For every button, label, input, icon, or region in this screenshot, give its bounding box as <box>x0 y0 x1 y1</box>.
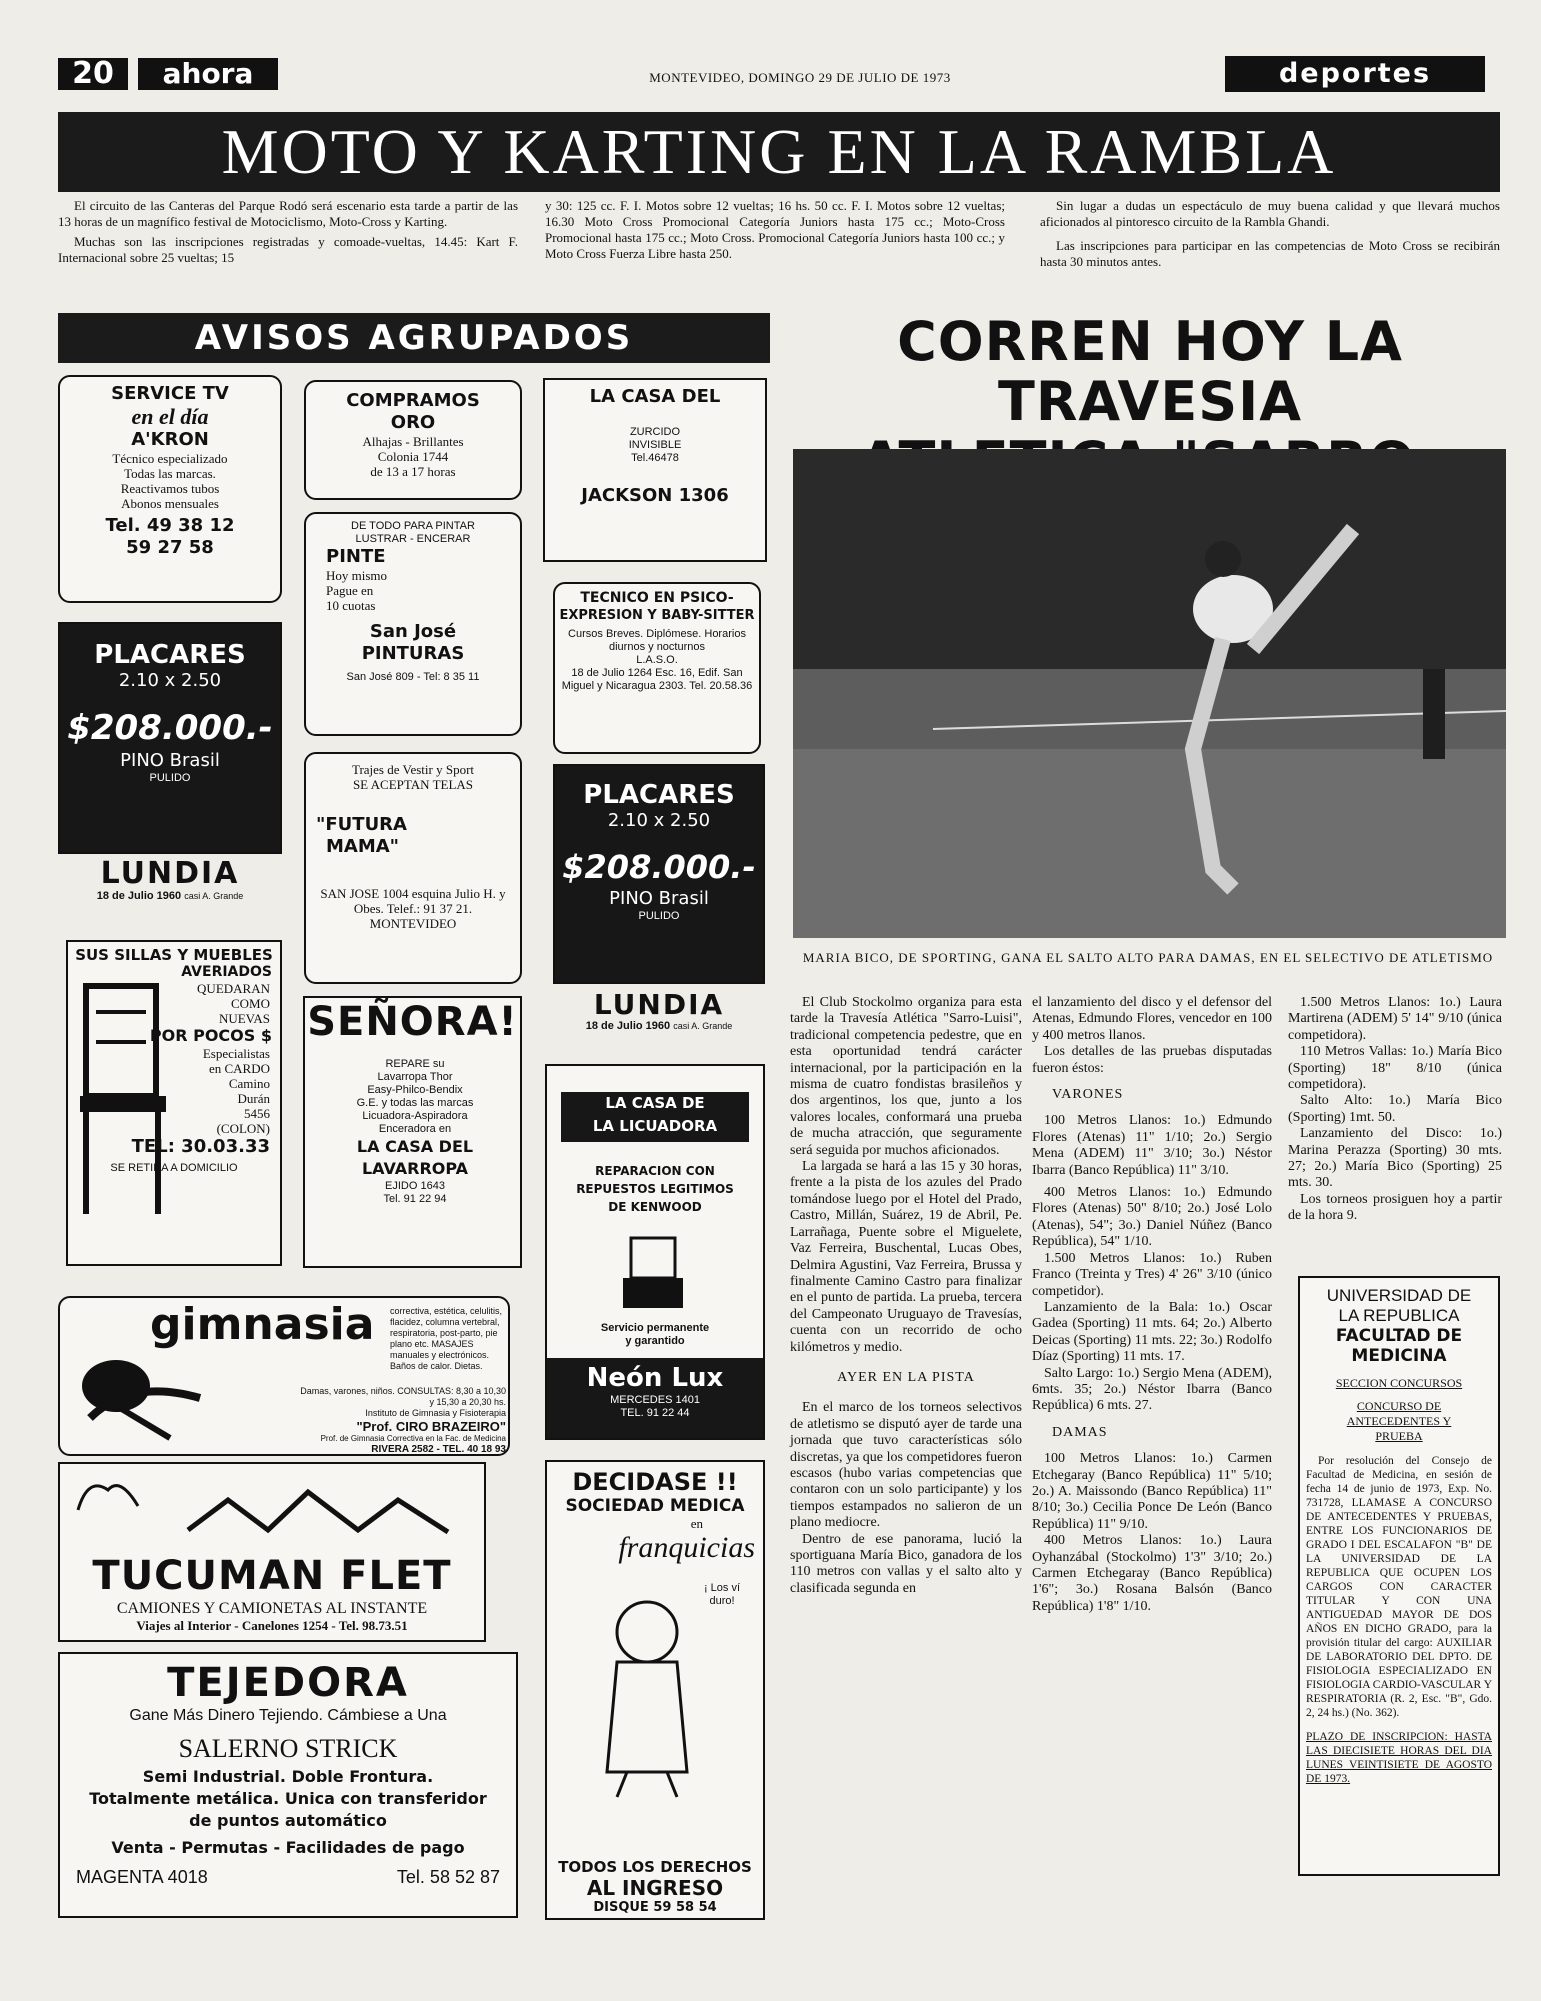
paper-name: ahora <box>138 58 278 90</box>
sports-paragraph: El Club Stockolmo organiza para esta tarde la Travesía Atlética "Sarro-Luisi", tradicional competencia pedestre, que en esta oportunidad tendrá carácter internacional, por la participación en la misma de cuatro fondistas brasileños y dos argentinos, los que, junto a los valores locales, conformará una prueba de mucha atracción, que seguramente será seguida por muchos aficionados. <box>790 995 1022 1158</box>
ad-compramos-oro <box>304 380 522 500</box>
ad-line: Técnico especializado <box>112 451 228 466</box>
sports-col-1 <box>790 995 1022 1597</box>
ad-line: PINO Brasil <box>609 888 709 909</box>
section-label: deportes <box>1225 56 1485 92</box>
ad-line: SE ACEPTAN TELAS <box>352 777 474 792</box>
high-jump-photo-icon <box>793 449 1506 938</box>
sports-paragraph: 400 Metros Llanos: 1o.) Laura Oyhanzábal (Stockolmo) 1'3" 3/10; 2o.) Carmen Etchegaray (Banco República) 1'6"; 3o.) Rosana Balsón (Banco República) 1'8" 1/10. <box>1032 1533 1272 1614</box>
university-notice <box>1298 1276 1500 1876</box>
sports-paragraph: el lanzamiento del disco y el defensor del Atenas, Edmundo Flores, vencedor en 100 y 400 metros llanos. <box>1032 995 1272 1043</box>
ad-line: JACKSON 1306 <box>581 485 729 506</box>
ad-line: Viajes al Interior - Canelones 1254 - Tel. 98.73.51 <box>136 1618 408 1633</box>
dateline: MONTEVIDEO, DOMINGO 29 DE JULIO DE 1973 <box>649 70 951 85</box>
ad-brand: LUNDIA <box>100 856 240 891</box>
ad-line: San José <box>369 621 457 642</box>
notice-line: CONCURSO DE ANTECEDENTES Y PRUEBA <box>1346 1399 1452 1443</box>
ad-line: PINTE <box>326 546 386 567</box>
ad-line: G.E. y todas las marcas <box>356 1097 474 1109</box>
notice-line: SECCION CONCURSOS <box>1335 1376 1463 1390</box>
ad-decidase <box>545 1460 765 1920</box>
ad-line: TUCUMAN FLET <box>92 1553 452 1599</box>
ad-address: 18 de Julio 1960 <box>585 1020 671 1032</box>
ad-line: Cursos Breves. Diplómese. Horarios diurnos y nocturnos <box>568 628 746 653</box>
lead-col-2 <box>545 198 1005 262</box>
ad-line: franquicias <box>618 1531 755 1564</box>
ad-line: LA CASA DEL <box>356 1137 474 1156</box>
sports-paragraph: La largada se hará a las 15 y 30 horas, frente a la pista de los azules del Prado tomándose luego por el Hotel del Prado, Castro, Millán, Suárez, 19 de Abril, Pe. Larrañaga, Puente sobre el Miguelete, Vaz Ferreira, Buschental, Lucas Obes, Delmira Agustini, Vaz Ferreira, Brussa y finalmente Camino Castro para finalizar en el punto de partida. La prueba, tercera del Campeonato Uruguayo de Travesías, cuenta con un recorrido de ocho kilómetros y medio. <box>790 1159 1022 1355</box>
ad-address: MAGENTA 4018 <box>76 1867 208 1887</box>
sports-col-3 <box>1288 995 1502 1225</box>
ad-line: Venta - Permutas - Facilidades de pago <box>111 1838 465 1857</box>
ad-address-2: casi A. Grande <box>673 1021 733 1031</box>
ad-casa-zurcido <box>543 378 767 562</box>
ad-line: SOCIEDAD MEDICA <box>565 1496 745 1516</box>
ad-futura-mama <box>304 752 522 984</box>
ad-line: Easy-Philco-Bendix <box>367 1084 463 1096</box>
ad-line: Neón Lux <box>586 1363 724 1393</box>
ad-placares-1 <box>58 622 282 854</box>
lead-paragraph: y 30: 125 cc. F. I. Motos sobre 12 vueltas; 16 hs. 50 cc. F. I. Motos sobre 12 vueltas; 16.30 Moto Cross Promocional Categoría Juniors hasta 175 cc.; Moto-Cross Promocional hasta 175 cc.; Moto Cross. Promocional Categoría Juniors hasta 100 cc.; y Moto Cross Fuerza Libre hasta 250. <box>545 198 1005 261</box>
sports-paragraph: Lanzamiento de la Bala: 1o.) Oscar Gadea (Sporting) 11 mts. 64; 2o.) Alberto Deicas (Sporting) 11 mts. 22; 3o.) Rodolfo Díaz (Sporting) 11 mts. 17. <box>1032 1299 1272 1365</box>
ad-line: INVISIBLE <box>628 439 682 451</box>
sports-paragraph: Lanzamiento del Disco: 1o.) Marina Perazza (Sporting) 30 mts. 27; 2o.) María Bico (Sporting) 25 mts. 30. <box>1288 1126 1502 1191</box>
ad-line: LAVARROPA <box>361 1159 469 1178</box>
ad-line: REPARACION CON <box>595 1164 715 1178</box>
ad-line: "Prof. CIRO BRAZEIRO" <box>356 1419 506 1434</box>
ad-line: PINO Brasil <box>120 750 220 771</box>
ad-lundia-2 <box>553 990 765 1033</box>
ad-line: Pague en <box>326 583 374 598</box>
ad-line: Enceradora en <box>378 1123 452 1135</box>
ad-line: TEL. 91 22 44 <box>620 1407 690 1419</box>
ad-line: NUEVAS <box>218 1011 270 1026</box>
ad-line: AL INGRESO <box>586 1876 724 1900</box>
ad-line: en CARDO <box>208 1061 270 1076</box>
ad-line: Damas, varones, niños. CONSULTAS: 8,30 a 10,30 <box>300 1386 506 1396</box>
notice-line: UNIVERSIDAD DE <box>1326 1286 1472 1305</box>
ad-line: TODOS LOS DERECHOS <box>558 1858 752 1876</box>
ad-line: Instituto de Gimnasia y Fisioterapia <box>365 1408 506 1418</box>
notice-line: LA REPUBLICA <box>1338 1306 1460 1325</box>
mountains-icon <box>68 1470 478 1550</box>
ad-line: DE KENWOOD <box>608 1200 702 1214</box>
ad-line: SUS SILLAS Y MUEBLES <box>75 946 273 964</box>
ad-line: Gane Más Dinero Tejiendo. Cámbiese a Una <box>129 1707 447 1724</box>
ad-line: 2.10 x 2.50 <box>118 670 222 691</box>
ad-line: Licuadora-Aspiradora <box>362 1110 468 1122</box>
ad-line: (COLON) <box>216 1121 270 1136</box>
ad-line: Prof. de Gimnasia Correctiva en la Fac. de Medicina <box>320 1434 506 1443</box>
ad-line: DE TODO PARA PINTAR <box>351 520 475 532</box>
page-number: 20 <box>58 58 128 90</box>
sports-col-2 <box>1032 995 1272 1615</box>
gymnast-icon <box>70 1338 210 1448</box>
ad-line: PLACARES <box>94 640 246 670</box>
ad-line: LA CASA DE <box>605 1094 705 1112</box>
ad-line: Lavarropa Thor <box>377 1071 453 1083</box>
ad-line: DISQUE 59 58 54 <box>593 1900 717 1915</box>
lead-col-1 <box>58 198 518 266</box>
ad-line: RIVERA 2582 - TEL. 40 18 93 <box>371 1444 506 1455</box>
ad-line: Totalmente metálica. Unica con transferidor <box>89 1789 487 1808</box>
ad-price: $208.000.- <box>562 848 756 886</box>
lead-paragraph: El circuito de las Canteras del Parque Rodó será escenario esta tarde a partir de las 13 horas de un magnífico festival de Motociclismo, Moto-Cross y Karting. <box>58 198 518 229</box>
ad-line: SERVICE TV <box>111 383 229 404</box>
ad-phone: Tel. 49 38 12 <box>105 515 235 536</box>
ad-line: Durán <box>237 1091 270 1106</box>
lead-paragraph: Las inscripciones para participar en las competencias de Moto Cross se recibirán hasta 30 minutos antes. <box>1040 238 1500 269</box>
ad-line: PINTURAS <box>361 643 465 664</box>
ad-line: POR POCOS $ <box>149 1026 272 1045</box>
ad-line: Trajes de Vestir y Sport <box>351 762 475 777</box>
ad-line: A'KRON <box>131 429 209 450</box>
sports-paragraph: 1.500 Metros Llanos: 1o.) Ruben Franco (Treinta y Tres) 4' 26" 3/10 (único competidor). <box>1032 1250 1272 1299</box>
ad-service-tv <box>58 375 282 603</box>
ad-line: de puntos automático <box>189 1811 387 1830</box>
ad-licuadora <box>545 1064 765 1440</box>
ad-price: $208.000.- <box>67 708 273 748</box>
ad-line: L.A.S.O. <box>636 654 678 666</box>
ad-line: y garantido <box>625 1335 685 1347</box>
ad-line: 2.10 x 2.50 <box>607 810 711 831</box>
sports-paragraph: Los detalles de las pruebas disputadas fueron éstos: <box>1032 1044 1272 1076</box>
ad-line: ORO <box>390 412 436 433</box>
lead-headline: MOTO Y KARTING EN LA RAMBLA <box>58 112 1500 192</box>
sports-paragraph: En el marco de los torneos selectivos de atletismo se disputó ayer de tarde una jornada que tuvo características sólo discretas, ya que los competidores fueron escasos (hubo varias competencias que contaron con un solo participante) y los tiempos estampados no salieron de un plano mediocre. <box>790 1400 1022 1531</box>
ad-phone: Tel. 58 52 87 <box>396 1867 500 1887</box>
ad-brand: LUNDIA <box>593 988 725 1021</box>
ad-line: correctiva, estética, celulitis, flacidez, columna vertebral, respiratoria, post-parto, pie plano etc. MASAJES manuales y electrónicos. Baños de calor. Dietas. <box>390 1306 503 1371</box>
photo-caption: MARIA BICO, DE SPORTING, GANA EL SALTO ALTO PARA DAMAS, EN EL SELECTIVO DE ATLETISMO <box>802 950 1494 965</box>
ad-line: DECIDASE !! <box>572 1468 738 1496</box>
ad-line: TEL: 30.03.33 <box>131 1136 270 1157</box>
man-cartoon-icon <box>577 1592 737 1802</box>
ad-line: en el día <box>131 404 209 429</box>
ad-line: MAMA" <box>326 836 400 857</box>
ad-sillas <box>66 940 282 1266</box>
ad-line: LA LICUADORA <box>592 1117 718 1135</box>
ad-placares-2 <box>553 764 765 984</box>
notice-line: MEDICINA <box>1351 1346 1447 1366</box>
ad-line: SEÑORA! <box>307 999 518 1045</box>
ad-line: REPARE su <box>385 1058 445 1070</box>
ad-line: LA CASA DEL <box>589 386 721 407</box>
ad-gimnasia <box>58 1296 510 1456</box>
ad-line: AVERIADOS <box>181 964 272 980</box>
ad-line: Hoy mismo <box>326 568 388 583</box>
sports-paragraph: 100 Metros Llanos: 1o.) Edmundo Flores (Atenas) 11" 1/10; 2o.) Sergio Mena (ADEM) 11" 3/10; 3o.) Néstor Ibarra (Banco República) 11" 3/10. <box>1032 1113 1272 1178</box>
sports-paragraph: 400 Metros Llanos: 1o.) Edmundo Flores (Atenas) 50" 8/10; 2o.) José Lolo (Atenas), 54"; 3o.) Daniel Núñez (Banco República), 54" 1/10. <box>1032 1185 1272 1250</box>
ad-line: San José 809 - Tel: 8 35 11 <box>346 671 480 683</box>
sports-paragraph: Dentro de ese panorama, lució la sportiguana María Bico, ganadora de los 110 metros con vallas y el salto alto y clasificada segunda en <box>790 1531 1022 1596</box>
ad-line: Camino <box>228 1076 270 1091</box>
classifieds-header: AVISOS AGRUPADOS <box>58 313 770 363</box>
ad-pinte <box>304 512 522 736</box>
ad-line: SAN JOSE 1004 esquina Julio H. y Obes. Telef.: 91 37 21. MONTEVIDEO <box>320 886 506 931</box>
ad-line: SE RETIRA A DOMICILIO <box>110 1162 238 1174</box>
ad-line: Servicio permanente <box>600 1322 710 1334</box>
ad-line: Semi Industrial. Doble Frontura. <box>142 1767 434 1786</box>
lead-paragraph: Muchas son las inscripciones registradas y comoade-vueltas, 14.45: Kart F. Internacional sobre 25 vueltas; 15 <box>58 234 518 265</box>
ad-senora <box>303 996 522 1268</box>
ad-tucuman-flet <box>58 1462 486 1642</box>
lead-paragraph: Sin lugar a dudas un espectáculo de muy buena calidad y que llevará muchos aficionados al pintoresco circuito de la Rambla Ghandi. <box>1040 198 1500 229</box>
ad-line: "FUTURA <box>316 814 407 835</box>
sports-headline-line: CORREN HOY LA TRAVESIA <box>897 310 1403 433</box>
ad-line: MERCEDES 1401 <box>610 1394 700 1406</box>
ad-line: PULIDO <box>638 910 680 922</box>
ad-lundia-1 <box>58 858 282 903</box>
ad-line: Reactivamos tubos <box>120 481 220 496</box>
sports-paragraph: Los torneos prosiguen hoy a partir de la hora 9. <box>1288 1191 1502 1224</box>
ad-address-2: casi A. Grande <box>184 891 244 901</box>
sports-paragraph: 1.500 Metros Llanos: 1o.) Laura Martirena (ADEM) 5' 14" 9/10 (única competidora). <box>1288 995 1502 1043</box>
blender-icon <box>613 1234 697 1314</box>
ad-line: QUEDARAN <box>197 981 270 996</box>
ad-line: EXPRESION Y BABY-SITTER <box>559 608 755 623</box>
ad-line: COMPRAMOS <box>346 390 480 411</box>
sports-subhead: AYER EN LA PISTA <box>837 1369 975 1385</box>
ad-line: Tel.46478 <box>631 452 679 464</box>
sports-paragraph: Salto Largo: 1o.) Sergio Mena (ADEM), 6mts. 35; 2o.) Néstor Ibarra (Banco República) 6 mts. 27. <box>1032 1365 1272 1414</box>
chair-icon <box>76 982 172 1222</box>
ad-line: 5456 <box>244 1106 270 1121</box>
ad-line: Alhajas - Brillantes <box>362 434 464 449</box>
sports-paragraph: 110 Metros Vallas: 1o.) María Bico (Sporting) 18" 8/10 (única competidora). <box>1288 1044 1502 1093</box>
sports-paragraph: Salto Alto: 1o.) María Bico (Sporting) 1mt. 50. <box>1288 1093 1502 1125</box>
athlete-photo <box>793 449 1506 938</box>
ad-speech: ¡ Los ví duro! <box>703 1582 741 1607</box>
ad-line: PLACARES <box>583 780 735 810</box>
notice-deadline: PLAZO DE INSCRIPCION: HASTA LAS DIECISIETE HORAS DEL DIA LUNES VEINTISIETE DE AGOSTO DE 1973. <box>1306 1731 1492 1785</box>
sports-subhead: DAMAS <box>1052 1424 1108 1440</box>
ad-line: EJIDO 1643 <box>385 1180 445 1192</box>
ad-line: y 15,30 a 20,30 hs. <box>429 1397 506 1407</box>
ad-line: PULIDO <box>149 772 191 784</box>
ad-line: CAMIONES Y CAMIONETAS AL INSTANTE <box>116 1600 428 1617</box>
ad-line: de 13 a 17 horas <box>370 464 456 479</box>
ad-line: REPUESTOS LEGITIMOS <box>576 1182 734 1196</box>
ad-line: TEJEDORA <box>167 1660 409 1706</box>
ad-tejedora <box>58 1652 518 1918</box>
ad-line: gimnasia <box>150 1299 375 1350</box>
sports-subhead: VARONES <box>1052 1087 1124 1103</box>
ad-phone: 59 27 58 <box>126 537 214 558</box>
ad-line: Especialistas <box>202 1046 270 1061</box>
ad-line: Todas las marcas. <box>124 466 216 481</box>
ad-line: ZURCIDO <box>629 426 681 438</box>
ad-line: 18 de Julio 1264 Esc. 16, Edif. San Miguel y Nicaragua 2303. Tel. 20.58.36 <box>561 667 753 692</box>
ad-line: Colonia 1744 <box>377 449 449 464</box>
notice-body: Por resolución del Consejo de Facultad de Medicina, en sesión de fecha 14 de junio de 1973, Exp. No. 731728, LLAMASE A CONCURSO DE ANTECEDENTES Y PRUEBAS, ENTRE LOS FUNCIONARIOS DE GRADO I DEL ESCALAFON "B" DE LA UNIVERSIDAD DE LA REPUBLICA QUE OCUPEN LOS CARGOS CON CARACTER TITULAR Y CON UNA ANTIGUEDAD MAYOR DE DOS AÑOS EN DICHO GRADO, para la provisión titular del cargo: AUXILIAR DE LABORATORIO DEL DPTO. DE FISIOLOGIA ESPECIALIZADO EN FISIOLOGIA CARDIO-VASCULAR Y RESPIRATORIA (R. 2, Esc. "B", Gdo. 2, 24 hs.) (No. 362). <box>1306 1455 1492 1719</box>
ad-address: 18 de Julio 1960 <box>96 890 182 902</box>
ad-line: LUSTRAR - ENCERAR <box>355 533 471 545</box>
sports-paragraph: 100 Metros Llanos: 1o.) Carmen Etchegaray (Banco República) 11" 5/10; 2o.) A. Maissondo (Banco República) 11" 8/10; 3o.) Cecilia Ponce De León (Banco República) 11" 9/10. <box>1032 1451 1272 1532</box>
ad-line: COMO <box>230 996 270 1011</box>
ad-line: Tel. 91 22 94 <box>383 1193 447 1205</box>
ad-line: en <box>690 1516 703 1531</box>
lead-col-3 <box>1040 198 1500 270</box>
ad-line: Abonos mensuales <box>121 496 219 511</box>
ad-tecnico <box>553 582 761 754</box>
ad-line: TECNICO EN PSICO- <box>580 590 734 606</box>
ad-line: 10 cuotas <box>326 598 376 613</box>
ad-line: SALERNO STRICK <box>178 1734 398 1763</box>
notice-line: FACULTAD DE <box>1335 1326 1463 1346</box>
